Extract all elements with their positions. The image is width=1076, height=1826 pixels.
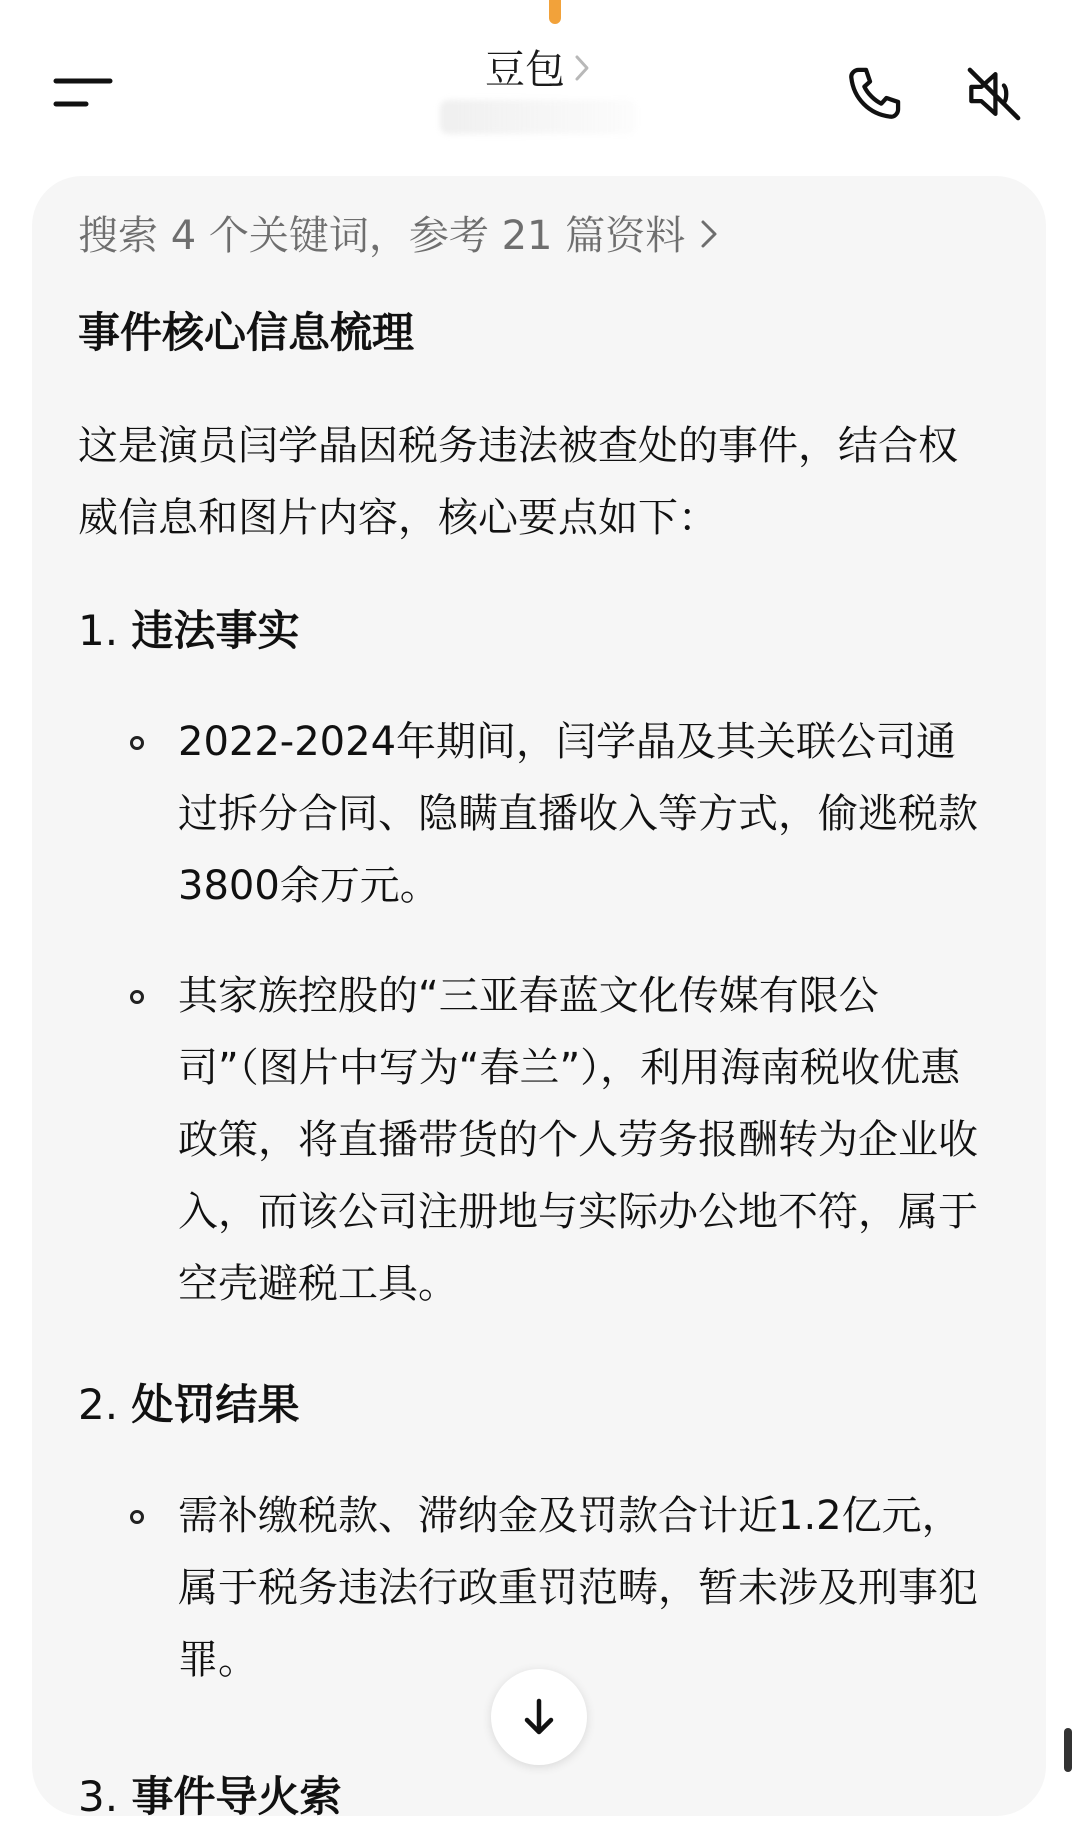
intro-paragraph: 这是演员闫学晶因税务违法被查处的事件，结合权威信息和图片内容，核心要点如下： <box>78 423 958 541</box>
chevron-right-icon <box>699 217 719 255</box>
list-item <box>78 706 988 922</box>
section-title: 违法事实 <box>131 606 300 655</box>
menu-button[interactable] <box>40 62 126 126</box>
search-summary-link[interactable] <box>78 208 719 264</box>
message-content <box>78 304 1028 1696</box>
voice-call-button[interactable] <box>840 60 908 128</box>
top-bar <box>0 0 1076 160</box>
list-item-text: 其家族控股的“三亚春蓝文化传媒有限公司”（图片中写为“春兰”），利用海南税收优惠政策，将直播带货的个人劳务报酬转为企业收入，而该公司注册地与实际办公地不符，属于空壳避税工具。 <box>178 973 978 1307</box>
circle-bullet-icon <box>130 736 144 750</box>
list-item-text: 需补缴税款、滞纳金及罚款合计近1.2亿元，属于税务违法行政重罚范畴，暂未涉及刑事犯罪。 <box>178 1493 978 1683</box>
bullet-list <box>78 706 1028 1320</box>
speaker-muted-icon <box>960 60 1028 128</box>
circle-bullet-icon <box>130 990 144 1004</box>
section-title: 事件导火索 <box>131 1772 342 1821</box>
hamburger-menu-icon <box>40 62 126 126</box>
section-number: 1. <box>78 606 119 655</box>
section-heading <box>78 1768 341 1826</box>
bullet-list <box>78 1480 1028 1696</box>
bot-profile-link[interactable] <box>485 42 591 98</box>
section-number: 2. <box>78 1380 119 1429</box>
list-item <box>78 960 988 1320</box>
status-indicator <box>549 0 561 24</box>
assistant-message-card <box>32 176 1046 1821</box>
app-title: 豆包 <box>485 47 565 93</box>
message-heading: 事件核心信息梳理 <box>78 308 415 357</box>
section-heading <box>78 1376 1028 1434</box>
search-summary-text: 搜索 4 个关键词，参考 21 篇资料 <box>78 213 686 259</box>
blurred-subtitle <box>440 100 636 134</box>
section-heading <box>78 602 1028 660</box>
list-item-text: 2022-2024年期间，闫学晶及其关联公司通过拆分合同、隐瞒直播收入等方式，偷逃税款3800余万元。 <box>178 719 978 909</box>
circle-bullet-icon <box>130 1510 144 1524</box>
section-title: 处罚结果 <box>131 1380 300 1429</box>
mute-toggle-button[interactable] <box>960 60 1028 128</box>
phone-icon <box>840 60 908 128</box>
title-area <box>0 42 1076 98</box>
list-item <box>78 1480 988 1696</box>
section-number: 3. <box>78 1772 119 1821</box>
arrow-down-icon <box>519 1695 559 1739</box>
scrollbar-thumb[interactable] <box>1064 1728 1072 1772</box>
scroll-to-bottom-button[interactable] <box>491 1669 587 1765</box>
chevron-right-icon <box>573 52 591 88</box>
